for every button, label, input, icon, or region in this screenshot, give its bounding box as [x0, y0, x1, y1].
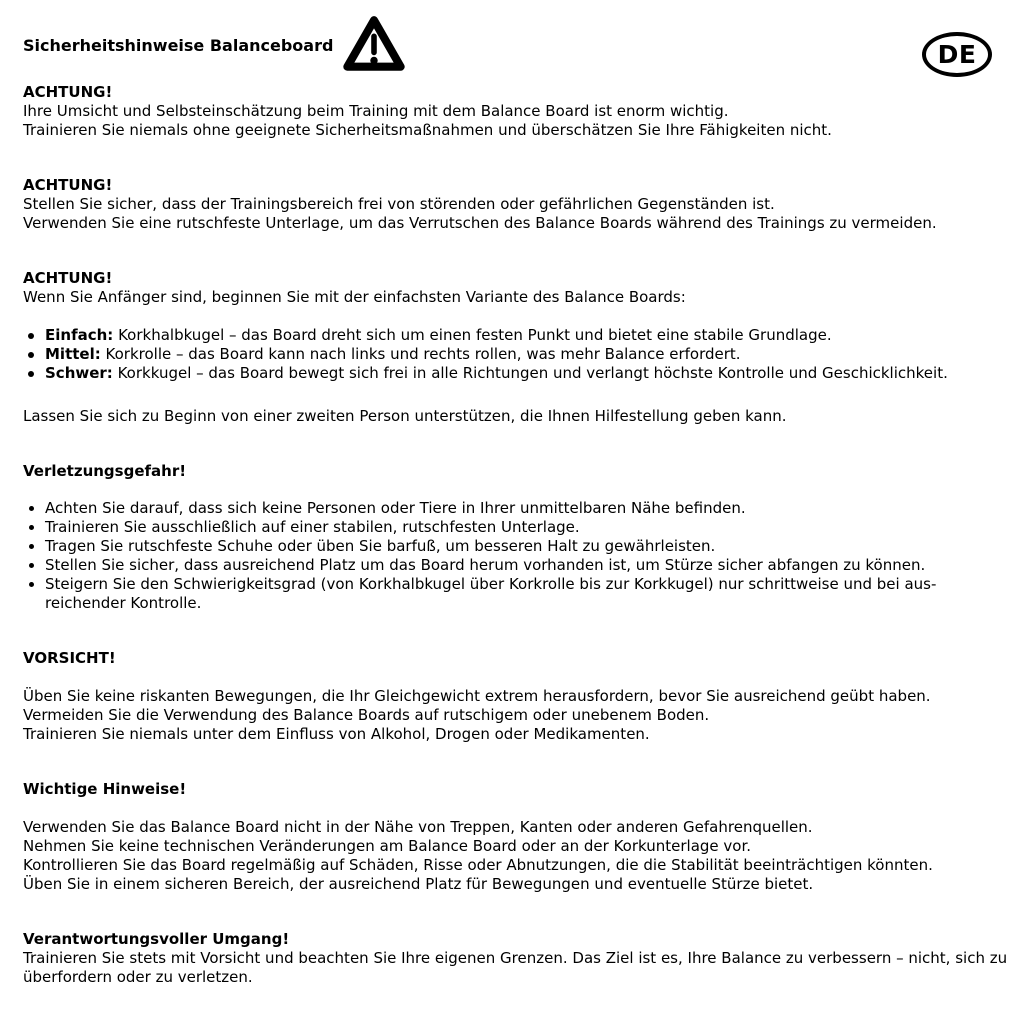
- body-line: Üben Sie in einem sicheren Bereich, der ausreichend Platz für Bewegungen und eventuelle Stürze bietet.: [23, 875, 814, 893]
- section-heading: VORSICHT!: [23, 649, 116, 667]
- body-line: Wenn Sie Anfänger sind, beginnen Sie mit der einfachsten Variante des Balance Boards:: [23, 288, 686, 306]
- bullet-icon: [28, 371, 34, 377]
- list-item: [23, 345, 1017, 364]
- section-caution: [23, 649, 1017, 744]
- section-important-notes: [23, 780, 1017, 894]
- body-line: Verwenden Sie eine rutschfeste Unterlage, um das Verrutschen des Balance Boards während des Trainings zu vermeiden.: [23, 214, 937, 232]
- body-line: Verwenden Sie das Balance Board nicht in der Nähe von Treppen, Kanten oder anderen Gefahrenquellen.: [23, 818, 813, 836]
- section-heading: ACHTUNG!: [23, 176, 113, 194]
- list-item: [23, 556, 1017, 575]
- bullet-text: Stellen Sie sicher, dass ausreichend Platz um das Board herum vorhanden ist, um Stürze sicher abfangen zu können.: [45, 556, 926, 574]
- body-line: Lassen Sie sich zu Beginn von einer zweiten Person unterstützen, die Ihnen Hilfestellung geben kann.: [23, 407, 787, 425]
- bullet-icon: [29, 563, 34, 568]
- injury-list: [23, 499, 1017, 613]
- body-line: Stellen Sie sicher, dass der Trainingsbereich frei von störenden oder gefährlichen Gegenständen ist.: [23, 195, 775, 213]
- section-attention-2: [23, 176, 1017, 233]
- body-line: Trainieren Sie stets mit Vorsicht und beachten Sie Ihre eigenen Grenzen. Das Ziel ist es, Ihre Balance zu verbessern – nicht, sich zu überfordern oder zu verletzen.: [23, 949, 1008, 986]
- list-item: [23, 575, 1017, 613]
- bullet-icon: [28, 352, 34, 358]
- list-item: [23, 537, 1017, 556]
- section-responsible-use: [23, 930, 1017, 987]
- section-heading: Verantwortungsvoller Umgang!: [23, 930, 290, 948]
- body-line: Kontrollieren Sie das Board regelmäßig auf Schäden, Risse oder Abnutzungen, die die Stabilität beeinträchtigen könnten.: [23, 856, 933, 874]
- section-attention-3: [23, 269, 1017, 426]
- document-header: [23, 13, 1017, 77]
- list-item: [23, 499, 1017, 518]
- bullet-icon: [29, 582, 34, 587]
- section-attention-1: [23, 83, 1017, 140]
- body-line: Trainieren Sie niemals ohne geeignete Sicherheitsmaßnahmen und überschätzen Sie Ihre Fähigkeiten nicht.: [23, 121, 832, 139]
- body-line: Ihre Umsicht und Selbsteinschätzung beim Training mit dem Balance Board ist enorm wichtig.: [23, 102, 729, 120]
- difficulty-list: [23, 326, 1017, 383]
- section-heading: ACHTUNG!: [23, 269, 113, 287]
- difficulty-label: Einfach:: [45, 326, 114, 344]
- bullet-text: Steigern Sie den Schwierigkeitsgrad (von Korkhalbkugel über Korkrolle bis zur Korkkugel) nur schrittweise und bei aus-reichender Kontrolle.: [45, 575, 937, 612]
- section-heading: Wichtige Hinweise!: [23, 780, 187, 798]
- bullet-text: Achten Sie darauf, dass sich keine Personen oder Tiere in Ihrer unmittelbaren Nähe befinden.: [45, 499, 746, 517]
- section-heading: Verletzungsgefahr!: [23, 462, 187, 480]
- body-line: Nehmen Sie keine technischen Veränderungen am Balance Board oder an der Korkunterlage vor.: [23, 837, 752, 855]
- section-heading: ACHTUNG!: [23, 83, 113, 101]
- bullet-icon: [29, 506, 34, 511]
- language-badge: DE: [922, 32, 992, 77]
- warning-triangle-icon: [343, 13, 405, 77]
- difficulty-text: Korkkugel – das Board bewegt sich frei in alle Richtungen und verlangt höchste Kontrolle und Geschicklichkeit.: [117, 364, 948, 382]
- difficulty-label: Mittel:: [45, 345, 101, 363]
- bullet-icon: [28, 333, 34, 339]
- list-item: [23, 326, 1017, 345]
- list-item: [23, 364, 1017, 383]
- difficulty-label: Schwer:: [45, 364, 113, 382]
- difficulty-text: Korkhalbkugel – das Board dreht sich um einen festen Punkt und bietet eine stabile Grundlage.: [118, 326, 832, 344]
- bullet-icon: [29, 544, 34, 549]
- body-line: Vermeiden Sie die Verwendung des Balance Boards auf rutschigem oder unebenem Boden.: [23, 706, 710, 724]
- section-injury-risk: [23, 462, 1017, 613]
- bullet-text: Tragen Sie rutschfeste Schuhe oder üben Sie barfuß, um besseren Halt zu gewährleisten.: [45, 537, 716, 555]
- difficulty-text: Korkrolle – das Board kann nach links und rechts rollen, was mehr Balance erfordert.: [105, 345, 741, 363]
- body-line: Üben Sie keine riskanten Bewegungen, die Ihr Gleichgewicht extrem herausfordern, bevor Sie ausreichend geübt haben.: [23, 687, 931, 705]
- body-line: Trainieren Sie niemals unter dem Einfluss von Alkohol, Drogen oder Medikamenten.: [23, 725, 650, 743]
- bullet-icon: [29, 525, 34, 530]
- bullet-text: Trainieren Sie ausschließlich auf einer stabilen, rutschfesten Unterlage.: [45, 518, 580, 536]
- list-item: [23, 518, 1017, 537]
- page-title: Sicherheitshinweise Balanceboard: [23, 35, 334, 55]
